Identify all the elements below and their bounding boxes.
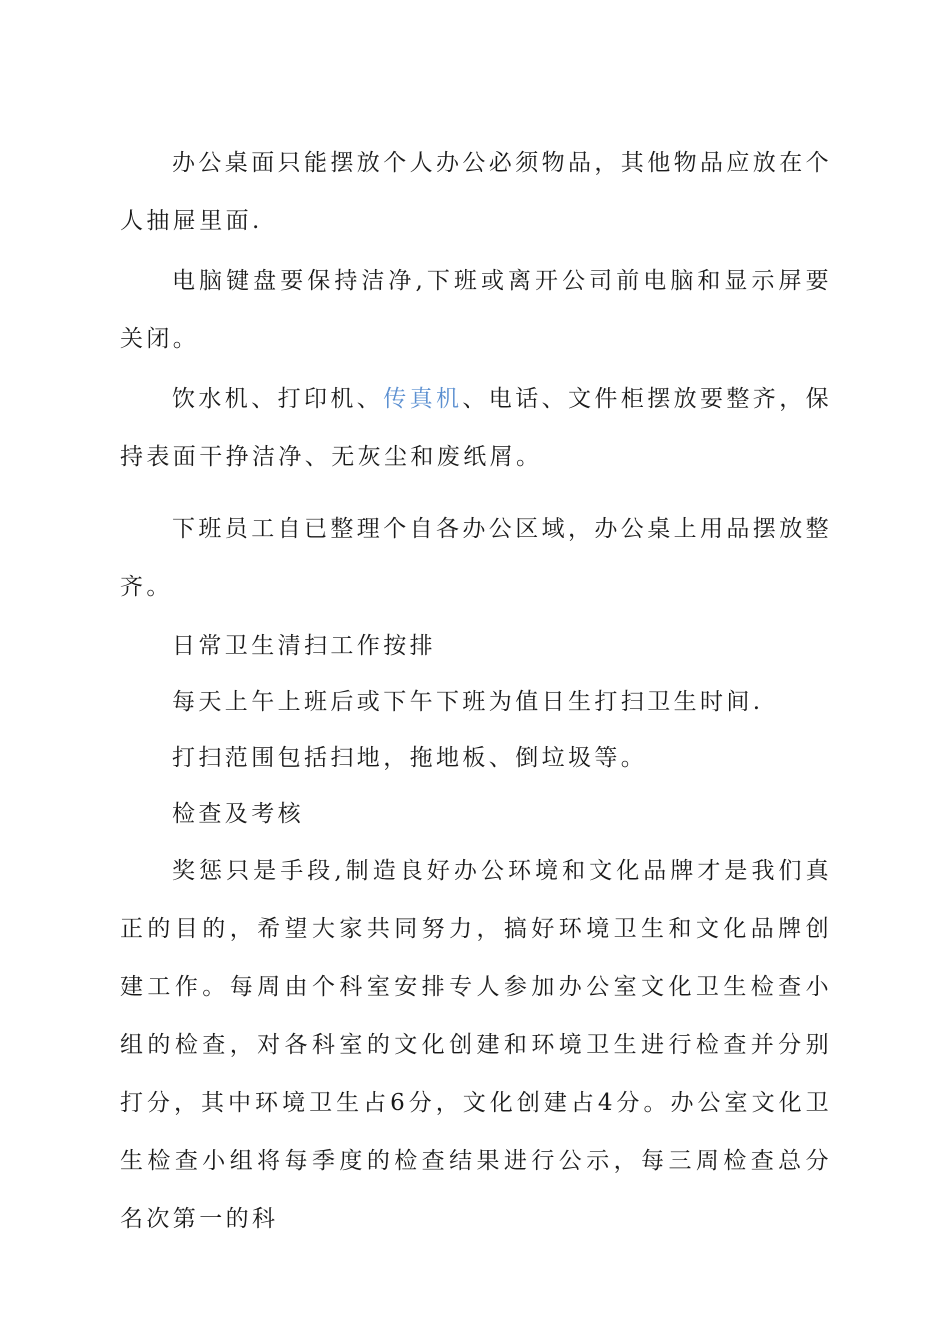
paragraph-desk-items: 办公桌面只能摆放个人办公必须物品，其他物品应放在个人抽屉里面. bbox=[120, 150, 832, 234]
heading-daily-cleaning: 日常卫生清扫工作按排 bbox=[172, 633, 436, 659]
paragraph-office-equipment bbox=[120, 370, 832, 486]
document-body bbox=[120, 134, 832, 1248]
paragraph-inspection-details: 奖惩只是手段,制造良好办公环境和文化品牌才是我们真正的目的，希望大家共同努力，搞好环境卫生和文化品牌创建工作。每周由个科室安排专人参加办公室文化卫生检查小组的检查，对各科室的文化创建和环境卫生进行检查并分别打分，其中环境卫生占6分，文化创建占4分。办公室文化卫生检查小组将每季度的检查结果进行公示，每三周检查总分名次第一的科 bbox=[120, 858, 832, 1232]
heading-inspection: 检查及考核 bbox=[172, 801, 304, 827]
paragraph-office-equipment-end: 、电话、文件柜摆放要整齐，保持表面干挣洁净、无灰尘和废纸屑。 bbox=[120, 386, 833, 470]
paragraph-end-of-day: 下班员工自已整理个自各办公区域，办公桌上用品摆放整齐。 bbox=[120, 516, 832, 600]
paragraph-computer-keyboard: 电脑键盘要保持洁净,下班或离开公司前电脑和显示屏要关闭。 bbox=[120, 268, 832, 352]
paragraph-office-equipment-start: 饮水机、打印机、 bbox=[172, 386, 384, 412]
paragraph-cleaning-time: 每天上午上班后或下午下班为值日生打扫卫生时间. bbox=[172, 689, 764, 715]
paragraph-cleaning-scope: 打扫范围包括扫地，拖地板、倒垃圾等。 bbox=[172, 745, 648, 771]
fax-machine-link[interactable]: 传真机 bbox=[383, 386, 463, 412]
